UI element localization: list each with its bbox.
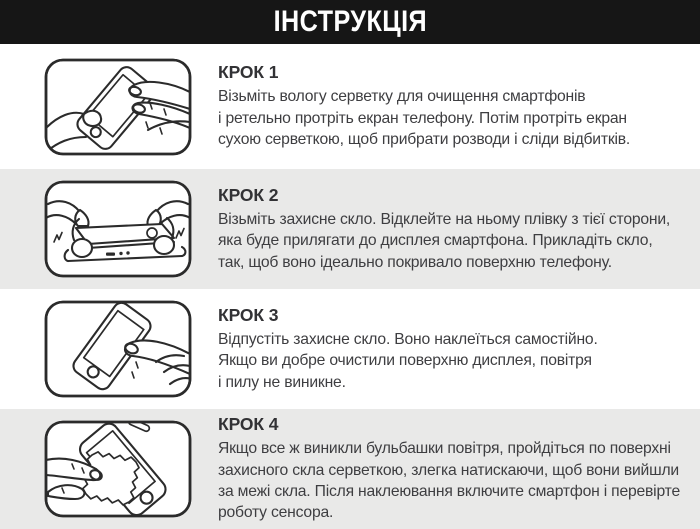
step1-title: КРОК 1 — [218, 62, 279, 83]
step3-title: КРОК 3 — [218, 304, 279, 325]
step4-illustration — [44, 420, 192, 518]
step2-illustration — [44, 180, 192, 278]
wiping-phone-icon — [44, 58, 192, 156]
step4-copy — [218, 414, 680, 524]
page-title: ІНСТРУКЦІЯ — [273, 5, 427, 38]
step4-line: роботу сенсора. — [218, 504, 334, 522]
step4-title: КРОК 4 — [218, 414, 279, 435]
step1-line: сухою серветкою, щоб прибрати розводи і сліди відбитків. — [218, 131, 631, 149]
aligning-glass-icon — [44, 180, 192, 278]
header — [0, 0, 700, 44]
step2-line: Візьміть захисне скло. Відклейте на ньому плівку з тієї сторони, — [218, 210, 671, 228]
step3-illustration — [44, 300, 192, 398]
step3-copy — [218, 305, 598, 393]
step1-line: Візьміть вологу серветку для очищення смартфонів — [218, 88, 586, 106]
step-row-1 — [0, 44, 700, 169]
step2-copy — [218, 185, 670, 273]
step3-line: Відпустіть захисне скло. Воно наклеїться самостійно. — [218, 330, 598, 348]
smoothing-cloth-icon — [44, 420, 192, 518]
step2-title: КРОК 2 — [218, 184, 279, 205]
step1-copy — [218, 62, 630, 150]
step3-line: Якщо ви добре очистили поверхню дисплея, повітря — [218, 352, 592, 370]
step1-line: і ретельно протріть екран телефону. Потім протріть екран — [218, 109, 627, 127]
step4-line: за межі скла. Після наклеювання включите смартфон і перевірте — [218, 483, 680, 500]
step3-line: і пилу не виникне. — [218, 373, 346, 391]
step1-illustration — [44, 58, 192, 156]
step-row-4 — [0, 409, 700, 529]
step-row-2 — [0, 169, 700, 289]
step4-line: захисного скла серветкою, злегка натискаючи, щоб вони вийшли — [218, 461, 679, 479]
pressing-screen-icon — [44, 300, 192, 398]
step2-line: так, щоб воно ідеально покривало поверхню телефону. — [218, 253, 612, 271]
step-row-3 — [0, 289, 700, 409]
step2-line: яка буде прилягати до дисплея смартфона. Прикладіть скло, — [218, 232, 653, 250]
step4-line: Якщо все ж виникли бульбашки повітря, пройдіться по поверхні — [218, 440, 671, 458]
